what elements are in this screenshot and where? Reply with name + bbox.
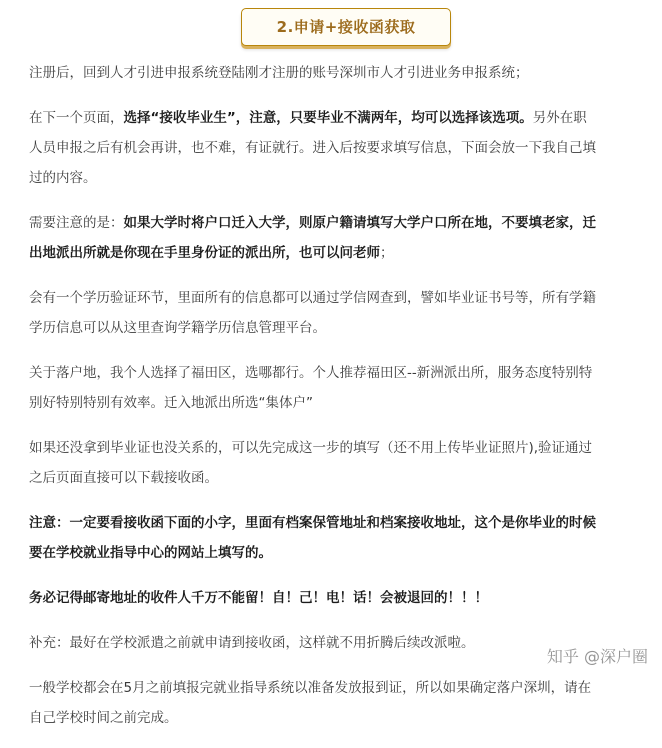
paragraph-text: 注意：一定要看接收函下面的小字，里面有档案保管地址和档案接收地址，这个是你毕业的时候要在学校就业指导中心的网站上填写的。 <box>29 515 596 561</box>
paragraph-register <box>29 58 599 88</box>
paragraph-warning-recipient <box>29 583 599 613</box>
zhihu-watermark: 知乎 @深户圈 <box>546 647 648 666</box>
paragraph-emphasis: 如果大学时将户口迁入大学，则原户籍请填写大学户口所在地，不要填老家，迁出地派出所就是你现在手里身份证的派出所，也可以问老师 <box>29 215 596 261</box>
section-title-badge: 2.申请+接收函获取 <box>241 8 451 46</box>
paragraph-text: 在下一个页面， <box>29 110 124 126</box>
paragraph-notice-address <box>29 508 599 568</box>
paragraph-emphasis: 选择“接收毕业生”，注意，只要毕业不满两年，均可以选择该选项。 <box>123 110 533 126</box>
section-header <box>0 8 662 46</box>
paragraph-settle-district <box>29 358 599 418</box>
article-body <box>29 58 599 748</box>
paragraph-text: 补充：最好在学校派遣之前就申请到接收函，这样就不用折腾后续改派啦。 <box>29 635 475 651</box>
paragraph-text: 会有一个学历验证环节，里面所有的信息都可以通过学信网查到，譬如毕业证书号等，所有学籍学历信息可以从这里查询学籍学历信息管理平台。 <box>29 290 596 336</box>
paragraph-text: 另外在职人员申报之后有机会再讲，也不难，有证就行。进入后按要求填写信息，下面会放一下我自己填过的内容。 <box>29 110 596 186</box>
paragraph-text: 关于落户地，我个人选择了福田区，选哪都行。个人推荐福田区--新洲派出所，服务态度特别特别好特别特别有效率。迁入地派出所选“集体户” <box>29 365 593 411</box>
paragraph-text: ； <box>380 245 394 261</box>
paragraph-text: 如果还没拿到毕业证也没关系的，可以先完成这一步的填写（还不用上传毕业证照片),验证通过之后页面直接可以下载接收函。 <box>29 440 593 486</box>
paragraph-text: 务必记得邮寄地址的收件人千万不能留！自！己！电！话！会被退回的！！！ <box>29 590 488 606</box>
paragraph-deadline <box>29 673 599 733</box>
paragraph-supplement <box>29 628 599 658</box>
paragraph-no-diploma <box>29 433 599 493</box>
paragraph-text: 注册后，回到人才引进申报系统登陆刚才注册的账号深圳市人才引进业务申报系统； <box>29 65 529 81</box>
paragraph-text: 一般学校都会在5月之前填报完就业指导系统以准备发放报到证，所以如果确定落户深圳，请在自己学校时间之前完成。 <box>29 680 592 726</box>
paragraph-hukou-note <box>29 208 599 268</box>
paragraph-text: 需要注意的是： <box>29 215 124 231</box>
paragraph-degree-verify <box>29 283 599 343</box>
paragraph-select-option <box>29 103 599 193</box>
